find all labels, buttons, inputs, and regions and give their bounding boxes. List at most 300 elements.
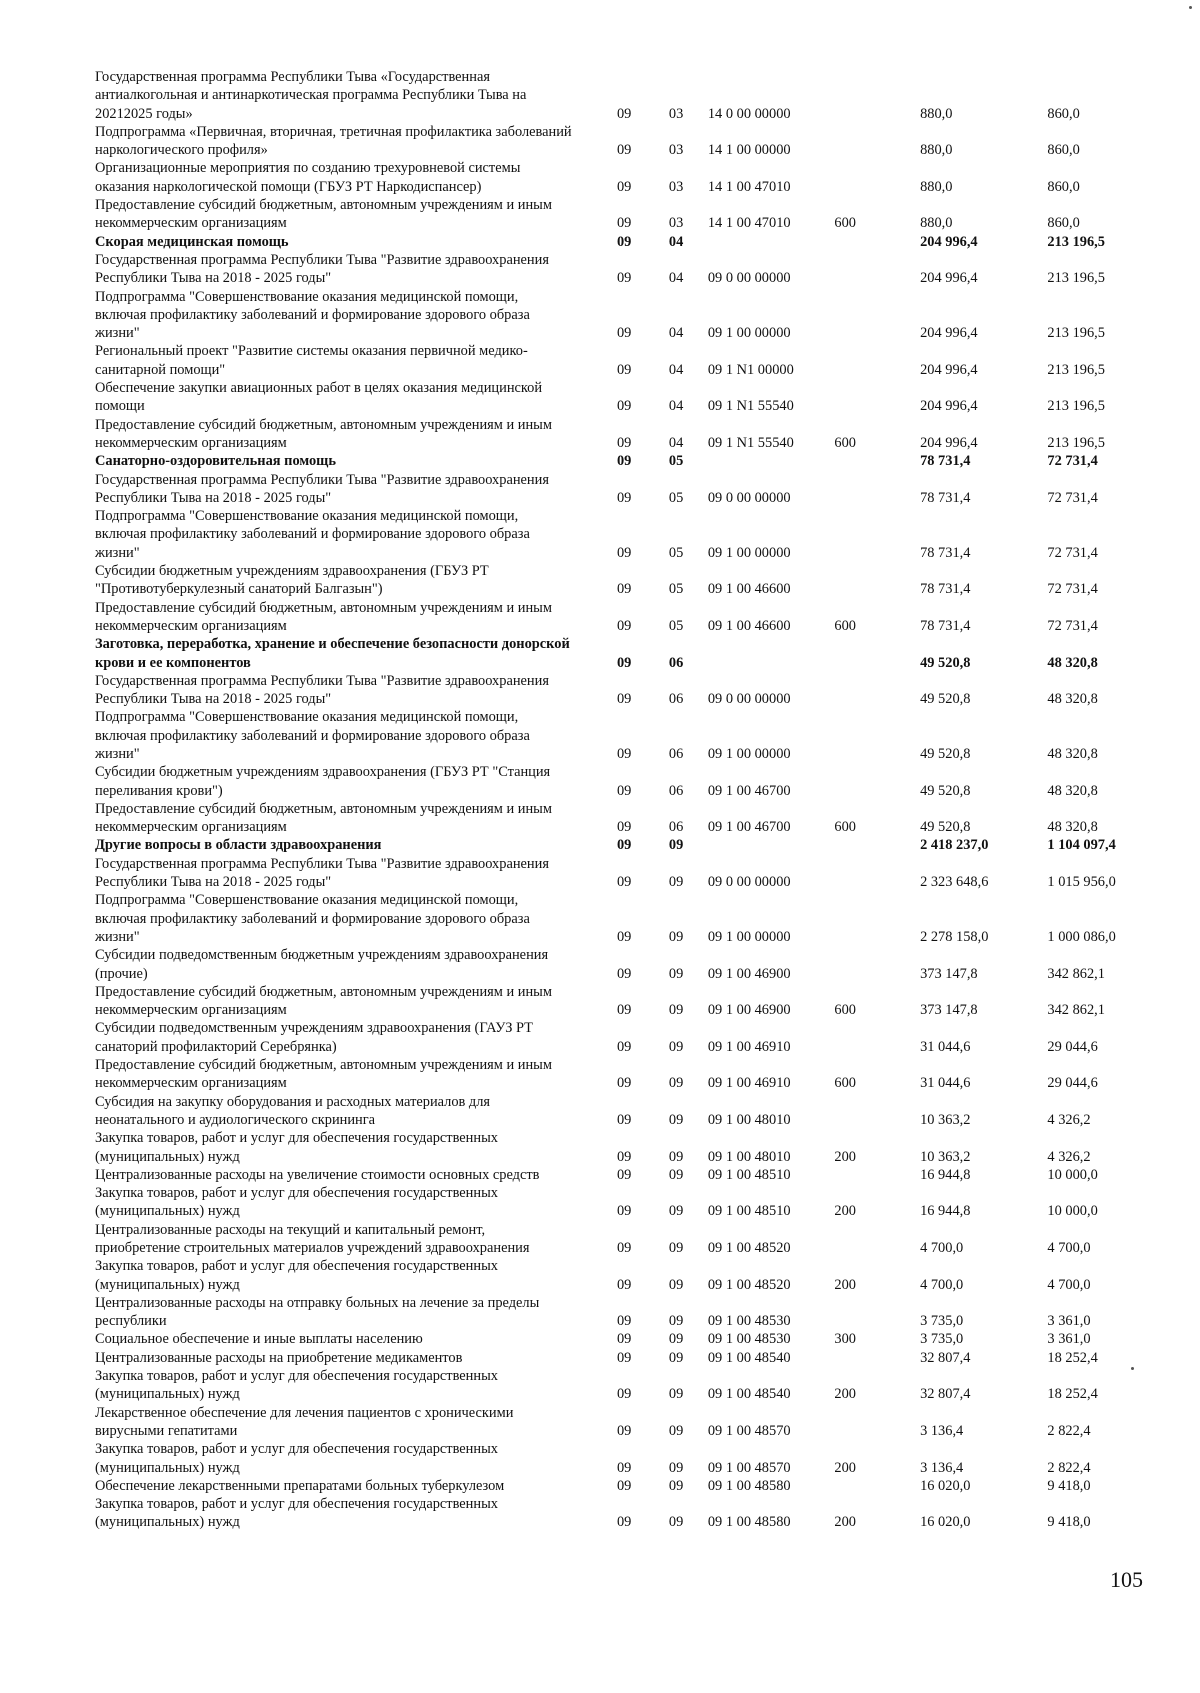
row-target-code: 09 1 00 46900 <box>707 965 791 982</box>
row-amount-year2: 3 361,0 <box>1047 1313 1091 1330</box>
row-section: 09 <box>616 1477 632 1494</box>
row-amount-year2: 1 015 956,0 <box>1047 874 1116 891</box>
row-subsection: 09 <box>668 1514 684 1531</box>
row-amount-year1: 373 147,8 <box>920 1002 978 1019</box>
row-name: Предоставление субсидий бюджетным, автономным учреждениям и иным некоммерческим организациям <box>95 599 552 634</box>
row-subsection: 05 <box>668 489 684 506</box>
row-expense-type: 300 <box>834 1331 856 1348</box>
row-subsection: 09 <box>668 1148 684 1165</box>
row-amount-year1: 880,0 <box>920 178 953 195</box>
row-amount-year1: 10 363,2 <box>920 1111 971 1128</box>
row-amount-year1: 4 700,0 <box>920 1240 964 1256</box>
row-section: 09 <box>616 928 632 945</box>
row-section: 09 <box>616 837 632 854</box>
row-name: Субсидия на закупку оборудования и расходных материалов для неонатального и аудиологического скрининга <box>95 1093 491 1128</box>
row-target-code: 09 1 00 48010 <box>707 1148 791 1165</box>
row-target-code: 09 0 00 00000 <box>707 270 791 287</box>
row-amount-year2: 72 731,4 <box>1047 617 1098 634</box>
row-section: 09 <box>616 215 632 232</box>
table-row <box>95 562 1135 599</box>
table-row <box>95 763 1135 800</box>
row-amount-year2: 1 104 097,4 <box>1047 837 1116 854</box>
row-amount-year2: 10 000,0 <box>1047 1203 1098 1220</box>
row-target-code: 09 1 00 46910 <box>707 1038 791 1055</box>
row-target-code: 14 1 00 47010 <box>707 178 791 195</box>
row-amount-year2: 48 320,8 <box>1047 691 1098 708</box>
row-target-code: 09 1 00 48570 <box>707 1459 791 1476</box>
table-row <box>95 1495 1135 1532</box>
row-subsection: 09 <box>668 1331 684 1348</box>
row-amount-year1: 49 520,8 <box>920 654 971 671</box>
row-target-code: 09 1 00 48540 <box>707 1349 791 1366</box>
row-subsection: 09 <box>668 928 684 945</box>
table-row <box>95 1294 1135 1331</box>
row-target-code: 09 1 00 46910 <box>707 1075 791 1092</box>
row-amount-year2: 29 044,6 <box>1047 1038 1098 1055</box>
row-amount-year2: 213 196,5 <box>1047 434 1105 451</box>
row-target-code: 09 1 00 46600 <box>707 581 791 598</box>
row-subsection: 09 <box>668 1349 684 1366</box>
row-amount-year2: 72 731,4 <box>1047 581 1098 598</box>
row-expense-type: 200 <box>834 1386 856 1403</box>
row-section: 09 <box>616 544 632 561</box>
row-subsection: 09 <box>668 837 684 854</box>
row-amount-year1: 32 807,4 <box>920 1349 971 1366</box>
row-name: Субсидии бюджетным учреждениям здравоохранения (ГБУЗ РТ "Противотуберкулезный санаторий Балгазын") <box>95 563 489 598</box>
table-row <box>95 342 1135 379</box>
row-subsection: 03 <box>668 105 684 122</box>
row-target-code: 09 1 00 00000 <box>707 325 791 342</box>
row-subsection: 04 <box>668 233 684 250</box>
row-amount-year1: 3 136,4 <box>920 1459 964 1476</box>
table-row <box>95 507 1135 562</box>
row-expense-type: 600 <box>834 215 856 232</box>
row-amount-year1: 31 044,6 <box>920 1038 971 1055</box>
row-amount-year1: 880,0 <box>920 105 953 122</box>
row-section: 09 <box>616 142 632 159</box>
row-amount-year1: 204 996,4 <box>920 270 978 287</box>
table-row <box>95 68 1135 123</box>
row-name: Централизованные расходы на увеличение стоимости основных средств <box>95 1166 540 1183</box>
row-name: Предоставление субсидий бюджетным, автономным учреждениям и иным некоммерческим организациям <box>95 197 552 232</box>
row-section: 09 <box>616 233 632 250</box>
row-name: Санаторно-оздоровительная помощь <box>95 453 336 470</box>
row-target-code: 09 1 00 46600 <box>707 617 791 634</box>
row-amount-year2: 4 326,2 <box>1047 1148 1091 1165</box>
row-section: 09 <box>616 270 632 287</box>
row-amount-year2: 860,0 <box>1047 215 1080 232</box>
row-amount-year2: 213 196,5 <box>1047 233 1105 250</box>
table-row <box>95 946 1135 983</box>
row-name: Государственная программа Республики Тыва "Развитие здравоохранения Республики Тыва на 2018 - 2025 годы" <box>95 471 549 506</box>
row-target-code: 09 1 00 00000 <box>707 745 791 762</box>
row-section: 09 <box>616 1038 632 1055</box>
row-section: 09 <box>616 745 632 762</box>
row-target-code: 09 0 00 00000 <box>707 489 791 506</box>
row-section: 09 <box>616 819 632 836</box>
row-section: 09 <box>616 1111 632 1128</box>
table-row <box>95 1184 1135 1221</box>
row-subsection: 09 <box>668 1422 684 1439</box>
row-amount-year2: 4 700,0 <box>1047 1276 1091 1293</box>
row-name: Предоставление субсидий бюджетным, автономным учреждениям и иным некоммерческим организациям <box>95 1057 552 1092</box>
row-section: 09 <box>616 1386 632 1403</box>
row-expense-type: 200 <box>834 1148 856 1165</box>
row-amount-year2: 2 822,4 <box>1047 1459 1091 1476</box>
row-name: Предоставление субсидий бюджетным, автономным учреждениям и иным некоммерческим организациям <box>95 416 552 451</box>
row-amount-year1: 204 996,4 <box>920 325 978 342</box>
row-target-code: 14 0 00 00000 <box>707 105 791 122</box>
row-name: Скорая медицинская помощь <box>95 233 289 250</box>
row-name: Обеспечение закупки авиационных работ в целях оказания медицинской помощи <box>95 380 543 415</box>
row-amount-year2: 48 320,8 <box>1047 819 1098 836</box>
row-target-code: 09 0 00 00000 <box>707 691 791 708</box>
row-name: Лекарственное обеспечение для лечения пациентов с хроническими вирусными гепатитами <box>95 1404 514 1439</box>
row-name: Субсидии подведомственным бюджетным учреждениям здравоохранения (прочие) <box>95 947 549 982</box>
row-subsection: 03 <box>668 215 684 232</box>
row-subsection: 09 <box>668 1203 684 1220</box>
table-row <box>95 1349 1135 1367</box>
row-name: Закупка товаров, работ и услуг для обеспечения государственных (муниципальных) нужд <box>95 1258 498 1293</box>
row-subsection: 09 <box>668 1002 684 1019</box>
row-amount-year1: 78 731,4 <box>920 617 971 634</box>
row-name: Подпрограмма "Совершенствование оказания медицинской помощи, включая профилактику заболеваний и формирование здорового образа жизни" <box>95 892 530 945</box>
row-subsection: 06 <box>668 654 684 671</box>
row-section: 09 <box>616 581 632 598</box>
row-expense-type: 600 <box>834 434 856 451</box>
table-row <box>95 1404 1135 1441</box>
row-target-code: 09 1 00 46900 <box>707 1002 791 1019</box>
row-subsection: 05 <box>668 617 684 634</box>
row-amount-year1: 49 520,8 <box>920 819 971 836</box>
row-section: 09 <box>616 1166 632 1183</box>
row-section: 09 <box>616 105 632 122</box>
row-name: Субсидии бюджетным учреждениям здравоохранения (ГБУЗ РТ "Станция переливания крови") <box>95 764 551 799</box>
row-amount-year2: 860,0 <box>1047 142 1080 159</box>
row-amount-year2: 29 044,6 <box>1047 1075 1098 1092</box>
row-target-code: 09 1 00 46700 <box>707 782 791 799</box>
row-subsection: 04 <box>668 361 684 378</box>
row-subsection: 09 <box>668 1276 684 1293</box>
row-amount-year1: 880,0 <box>920 142 953 159</box>
row-amount-year2: 3 361,0 <box>1047 1331 1091 1348</box>
row-subsection: 05 <box>668 581 684 598</box>
row-amount-year2: 4 700,0 <box>1047 1240 1091 1256</box>
row-section: 09 <box>616 434 632 451</box>
row-amount-year2: 18 252,4 <box>1047 1386 1098 1403</box>
row-amount-year2: 72 731,4 <box>1047 544 1098 561</box>
row-section: 09 <box>616 1514 632 1531</box>
table-row <box>95 635 1135 672</box>
row-amount-year1: 3 735,0 <box>920 1331 964 1348</box>
row-name: Государственная программа Республики Тыва "Развитие здравоохранения Республики Тыва на 2018 - 2025 годы" <box>95 672 549 708</box>
row-amount-year2: 213 196,5 <box>1047 361 1105 378</box>
table-row <box>95 251 1135 288</box>
row-subsection: 09 <box>668 1386 684 1403</box>
row-target-code: 09 1 00 00000 <box>707 544 791 561</box>
table-row <box>95 1166 1135 1184</box>
page-number: 105 <box>1110 1567 1143 1592</box>
table-row <box>95 1330 1135 1348</box>
row-name: Подпрограмма "Совершенствование оказания медицинской помощи, включая профилактику заболеваний и формирование здорового образа жизни" <box>95 709 530 762</box>
row-section: 09 <box>616 1002 632 1019</box>
row-amount-year2: 4 326,2 <box>1047 1111 1091 1128</box>
row-amount-year1: 204 996,4 <box>920 233 978 250</box>
row-amount-year1: 49 520,8 <box>920 745 971 762</box>
row-amount-year2: 342 862,1 <box>1047 965 1105 982</box>
table-row <box>95 288 1135 343</box>
row-amount-year1: 2 418 237,0 <box>920 837 989 854</box>
row-subsection: 09 <box>668 1313 684 1330</box>
row-target-code: 09 1 00 48510 <box>707 1166 791 1183</box>
row-target-code: 09 1 00 48570 <box>707 1422 791 1439</box>
row-subsection: 03 <box>668 178 684 195</box>
row-amount-year2: 9 418,0 <box>1047 1514 1091 1531</box>
row-subsection: 04 <box>668 270 684 287</box>
row-amount-year1: 16 020,0 <box>920 1514 971 1531</box>
row-target-code: 09 1 00 48580 <box>707 1477 791 1494</box>
row-section: 09 <box>616 874 632 891</box>
row-amount-year1: 16 944,8 <box>920 1166 971 1183</box>
row-subsection: 04 <box>668 325 684 342</box>
row-amount-year1: 204 996,4 <box>920 361 978 378</box>
row-name: Социальное обеспечение и иные выплаты населению <box>95 1331 423 1348</box>
row-section: 09 <box>616 691 632 708</box>
row-amount-year2: 9 418,0 <box>1047 1477 1091 1494</box>
row-name: Подпрограмма «Первичная, вторичная, третичная профилактика заболеваний наркологического профиля» <box>95 123 572 159</box>
row-subsection: 06 <box>668 782 684 799</box>
row-amount-year2: 10 000,0 <box>1047 1166 1098 1183</box>
row-name: Закупка товаров, работ и услуг для обеспечения государственных (муниципальных) нужд <box>95 1368 498 1403</box>
row-amount-year2: 860,0 <box>1047 105 1080 122</box>
row-amount-year1: 2 323 648,6 <box>920 874 989 891</box>
row-target-code: 09 1 00 48010 <box>707 1111 791 1128</box>
row-amount-year2: 48 320,8 <box>1047 782 1098 799</box>
row-amount-year1: 78 731,4 <box>920 544 971 561</box>
row-amount-year2: 1 000 086,0 <box>1047 928 1116 945</box>
table-row <box>95 1367 1135 1404</box>
table-row <box>95 855 1135 892</box>
row-section: 09 <box>616 1422 632 1439</box>
row-target-code: 09 0 00 00000 <box>707 874 791 891</box>
row-name: Государственная программа Республики Тыва "Развитие здравоохранения Республики Тыва на 2018 - 2025 годы" <box>95 251 549 287</box>
row-name: Централизованные расходы на текущий и капитальный ремонт, приобретение строительных материалов учреждений здравоохранения <box>95 1221 530 1256</box>
row-target-code: 09 1 N1 55540 <box>707 398 794 415</box>
row-name: Закупка товаров, работ и услуг для обеспечения государственных (муниципальных) нужд <box>95 1441 498 1476</box>
row-target-code: 09 1 00 46700 <box>707 819 791 836</box>
row-section: 09 <box>616 178 632 195</box>
table-row <box>95 708 1135 763</box>
row-amount-year2: 48 320,8 <box>1047 745 1098 762</box>
row-amount-year2: 860,0 <box>1047 178 1080 195</box>
table-row <box>95 1019 1135 1056</box>
table-row <box>95 123 1135 160</box>
row-name: Субсидии подведомственным учреждениям здравоохранения (ГАУЗ РТ санаторий профилакторий Серебрянка) <box>95 1020 533 1055</box>
row-target-code: 09 1 00 48520 <box>707 1276 791 1293</box>
row-amount-year1: 373 147,8 <box>920 965 978 982</box>
table-row <box>95 599 1135 636</box>
row-amount-year1: 16 020,0 <box>920 1477 971 1494</box>
row-name: Закупка товаров, работ и услуг для обеспечения государственных (муниципальных) нужд <box>95 1185 498 1220</box>
table-row <box>95 233 1135 251</box>
row-target-code: 09 1 00 48580 <box>707 1514 791 1531</box>
row-amount-year2: 72 731,4 <box>1047 489 1098 506</box>
table-row <box>95 1477 1135 1495</box>
row-subsection: 05 <box>668 544 684 561</box>
row-name: Организационные мероприятия по созданию трехуровневой системы оказания наркологической помощи (ГБУЗ РТ Наркодиспансер) <box>95 160 521 195</box>
table-row <box>95 452 1135 470</box>
table-row <box>95 1056 1135 1093</box>
row-amount-year1: 78 731,4 <box>920 453 971 470</box>
row-target-code: 14 1 00 00000 <box>707 142 791 159</box>
row-amount-year2: 48 320,8 <box>1047 654 1098 671</box>
row-amount-year1: 78 731,4 <box>920 581 971 598</box>
row-amount-year1: 2 278 158,0 <box>920 928 989 945</box>
row-name: Государственная программа Республики Тыва "Развитие здравоохранения Республики Тыва на 2018 - 2025 годы" <box>95 855 549 891</box>
row-target-code: 09 1 00 48530 <box>707 1313 791 1330</box>
row-subsection: 05 <box>668 453 684 470</box>
row-subsection: 09 <box>668 1459 684 1476</box>
row-subsection: 03 <box>668 142 684 159</box>
row-expense-type: 200 <box>834 1459 856 1476</box>
row-amount-year2: 213 196,5 <box>1047 270 1105 287</box>
row-name: Другие вопросы в области здравоохранения <box>95 837 382 854</box>
row-target-code: 14 1 00 47010 <box>707 215 791 232</box>
row-name: Централизованные расходы на приобретение медикаментов <box>95 1349 463 1366</box>
row-section: 09 <box>616 1075 632 1092</box>
row-name: Заготовка, переработка, хранение и обеспечение безопасности донорской крови и ее компонентов <box>95 636 570 671</box>
row-subsection: 06 <box>668 691 684 708</box>
table-row <box>95 1257 1135 1294</box>
row-name: Закупка товаров, работ и услуг для обеспечения государственных (муниципальных) нужд <box>95 1130 498 1165</box>
row-section: 09 <box>616 489 632 506</box>
row-section: 09 <box>616 1349 632 1366</box>
row-section: 09 <box>616 965 632 982</box>
table-row <box>95 1129 1135 1166</box>
row-name: Подпрограмма "Совершенствование оказания медицинской помощи, включая профилактику заболеваний и формирование здорового образа жизни" <box>95 288 530 342</box>
scan-speck <box>1189 6 1192 9</box>
row-name: Подпрограмма "Совершенствование оказания медицинской помощи, включая профилактику заболеваний и формирование здорового образа жизни" <box>95 508 530 561</box>
row-section: 09 <box>616 1148 632 1165</box>
table-row <box>95 471 1135 508</box>
row-target-code: 09 1 00 48520 <box>707 1240 791 1256</box>
row-name: Закупка товаров, работ и услуг для обеспечения государственных (муниципальных) нужд <box>95 1496 498 1531</box>
row-section: 09 <box>616 325 632 342</box>
row-name: Предоставление субсидий бюджетным, автономным учреждениям и иным некоммерческим организациям <box>95 983 552 1019</box>
row-amount-year2: 213 196,5 <box>1047 398 1105 415</box>
row-target-code: 09 1 00 48540 <box>707 1386 791 1403</box>
row-section: 09 <box>616 782 632 799</box>
row-subsection: 09 <box>668 1477 684 1494</box>
row-target-code: 09 1 00 48530 <box>707 1331 791 1348</box>
row-subsection: 09 <box>668 1240 684 1256</box>
row-amount-year1: 16 944,8 <box>920 1203 971 1220</box>
row-section: 09 <box>616 1459 632 1476</box>
row-expense-type: 600 <box>834 819 856 836</box>
row-subsection: 09 <box>668 1166 684 1183</box>
table-row <box>95 196 1135 233</box>
row-target-code: 09 1 N1 00000 <box>707 361 794 378</box>
table-row <box>95 1221 1135 1258</box>
table-row <box>95 891 1135 946</box>
row-section: 09 <box>616 361 632 378</box>
row-section: 09 <box>616 654 632 671</box>
row-name: Государственная программа Республики Тыва «Государственная антиалкогольная и антинаркотическая программа Республики Тыва на 20212025 годы» <box>95 69 527 122</box>
row-subsection: 09 <box>668 874 684 891</box>
row-expense-type: 200 <box>834 1514 856 1531</box>
row-subsection: 09 <box>668 1075 684 1092</box>
row-amount-year2: 72 731,4 <box>1047 453 1098 470</box>
table-row <box>95 1440 1135 1477</box>
table-row <box>95 800 1135 837</box>
table-row <box>95 983 1135 1020</box>
row-target-code: 09 1 N1 55540 <box>707 434 794 451</box>
row-section: 09 <box>616 1331 632 1348</box>
row-section: 09 <box>616 398 632 415</box>
table-row <box>95 672 1135 709</box>
row-expense-type: 600 <box>834 1002 856 1019</box>
row-subsection: 06 <box>668 819 684 836</box>
table-row <box>95 159 1135 196</box>
row-subsection: 04 <box>668 398 684 415</box>
row-amount-year2: 342 862,1 <box>1047 1002 1105 1019</box>
row-section: 09 <box>616 617 632 634</box>
row-expense-type: 600 <box>834 617 856 634</box>
row-amount-year1: 3 735,0 <box>920 1313 964 1330</box>
row-expense-type: 200 <box>834 1276 856 1293</box>
row-amount-year1: 3 136,4 <box>920 1422 964 1439</box>
scan-speck <box>1131 1367 1134 1370</box>
row-amount-year1: 4 700,0 <box>920 1276 964 1293</box>
row-name: Предоставление субсидий бюджетным, автономным учреждениям и иным некоммерческим организациям <box>95 800 552 836</box>
row-name: Централизованные расходы на отправку больных на лечение за пределы республики <box>95 1294 540 1330</box>
budget-table <box>95 68 1135 1532</box>
row-section: 09 <box>616 1240 632 1256</box>
row-amount-year1: 204 996,4 <box>920 434 978 451</box>
row-expense-type: 600 <box>834 1075 856 1092</box>
row-amount-year1: 32 807,4 <box>920 1386 971 1403</box>
row-amount-year1: 31 044,6 <box>920 1075 971 1092</box>
row-subsection: 04 <box>668 434 684 451</box>
table-row <box>95 379 1135 416</box>
row-target-code: 09 1 00 00000 <box>707 928 791 945</box>
row-amount-year1: 10 363,2 <box>920 1148 971 1165</box>
row-subsection: 06 <box>668 745 684 762</box>
table-row <box>95 836 1135 854</box>
row-section: 09 <box>616 1276 632 1293</box>
row-name: Обеспечение лекарственными препаратами больных туберкулезом <box>95 1477 505 1494</box>
row-amount-year2: 2 822,4 <box>1047 1422 1091 1439</box>
row-target-code: 09 1 00 48510 <box>707 1203 791 1220</box>
row-section: 09 <box>616 1313 632 1330</box>
row-name: Региональный проект "Развитие системы оказания первичной медико-санитарной помощи" <box>95 343 528 378</box>
row-amount-year1: 49 520,8 <box>920 691 971 708</box>
row-section: 09 <box>616 1203 632 1220</box>
row-amount-year1: 78 731,4 <box>920 489 971 506</box>
table-row <box>95 416 1135 453</box>
row-section: 09 <box>616 453 632 470</box>
table-row <box>95 1093 1135 1130</box>
row-amount-year1: 204 996,4 <box>920 398 978 415</box>
row-subsection: 09 <box>668 965 684 982</box>
row-subsection: 09 <box>668 1111 684 1128</box>
row-amount-year1: 880,0 <box>920 215 953 232</box>
row-amount-year2: 213 196,5 <box>1047 325 1105 342</box>
row-subsection: 09 <box>668 1038 684 1055</box>
row-amount-year1: 49 520,8 <box>920 782 971 799</box>
row-amount-year2: 18 252,4 <box>1047 1349 1098 1366</box>
row-expense-type: 200 <box>834 1203 856 1220</box>
